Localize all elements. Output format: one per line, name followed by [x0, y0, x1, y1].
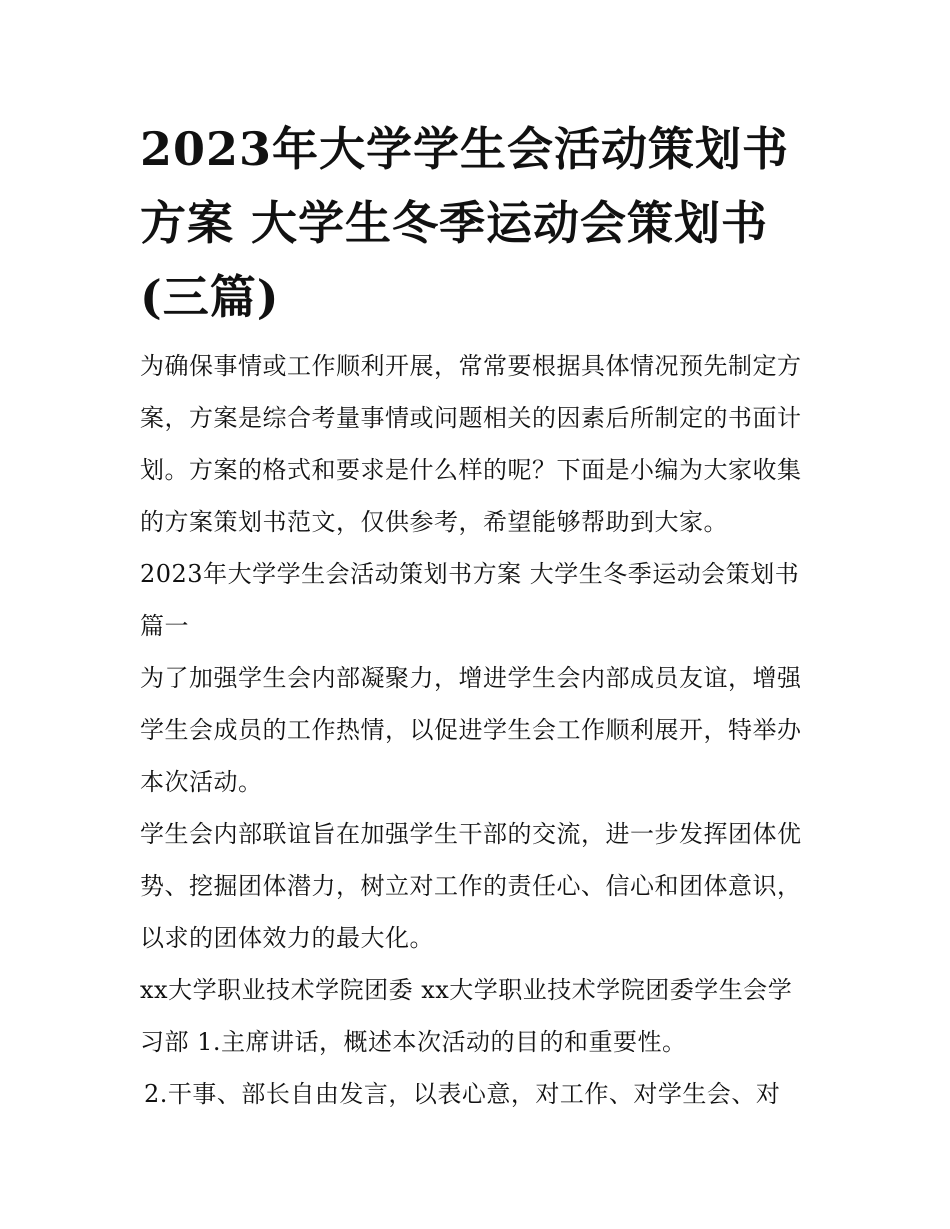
- title-line: (三篇): [140, 270, 280, 324]
- text-line: 篇一: [140, 612, 189, 640]
- section-heading: [140, 548, 820, 652]
- theme-paragraph: [140, 808, 820, 964]
- document-title: [140, 112, 820, 334]
- text-line: 的方案策划书范文，仅供参考，希望能够帮助到大家。: [140, 508, 728, 536]
- text-line: 为确保事情或工作顺利开展，常常要根据具体情况预先制定方: [140, 352, 802, 380]
- agenda-paragraph: [140, 1068, 820, 1120]
- document-body: [140, 112, 820, 1120]
- text-line: 学生会成员的工作热情，以促进学生会工作顺利展开，特举办: [140, 716, 802, 744]
- text-line: 2023年大学学生会活动策划书方案 大学生冬季运动会策划书: [140, 560, 800, 588]
- text-line: 为了加强学生会内部凝聚力，增进学生会内部成员友谊，增强: [140, 664, 802, 692]
- purpose-paragraph: [140, 652, 820, 808]
- title-line: 方案 大学生冬季运动会策划书: [140, 196, 769, 250]
- text-line: 习部 1.主席讲话，概述本次活动的目的和重要性。: [140, 1028, 687, 1056]
- text-line: 本次活动。: [140, 768, 263, 796]
- organizer-paragraph: [140, 964, 820, 1068]
- text-line: 学生会内部联谊旨在加强学生干部的交流，进一步发挥团体优: [140, 820, 802, 848]
- text-line: 2.干事、部长自由发言，以表心意，对工作、对学生会、对: [144, 1080, 781, 1108]
- text-line: 势、挖掘团体潜力，树立对工作的责任心、信心和团体意识，: [140, 872, 802, 900]
- text-line: 以求的团体效力的最大化。: [140, 924, 434, 952]
- title-line: 2023年大学学生会活动策划书: [140, 122, 790, 176]
- text-line: 案，方案是综合考量事情或问题相关的因素后所制定的书面计: [140, 404, 802, 432]
- text-line: xx大学职业技术学院团委 xx大学职业技术学院团委学生会学: [140, 976, 793, 1004]
- text-line: 划。方案的格式和要求是什么样的呢？下面是小编为大家收集: [140, 456, 802, 484]
- intro-paragraph: [140, 340, 820, 548]
